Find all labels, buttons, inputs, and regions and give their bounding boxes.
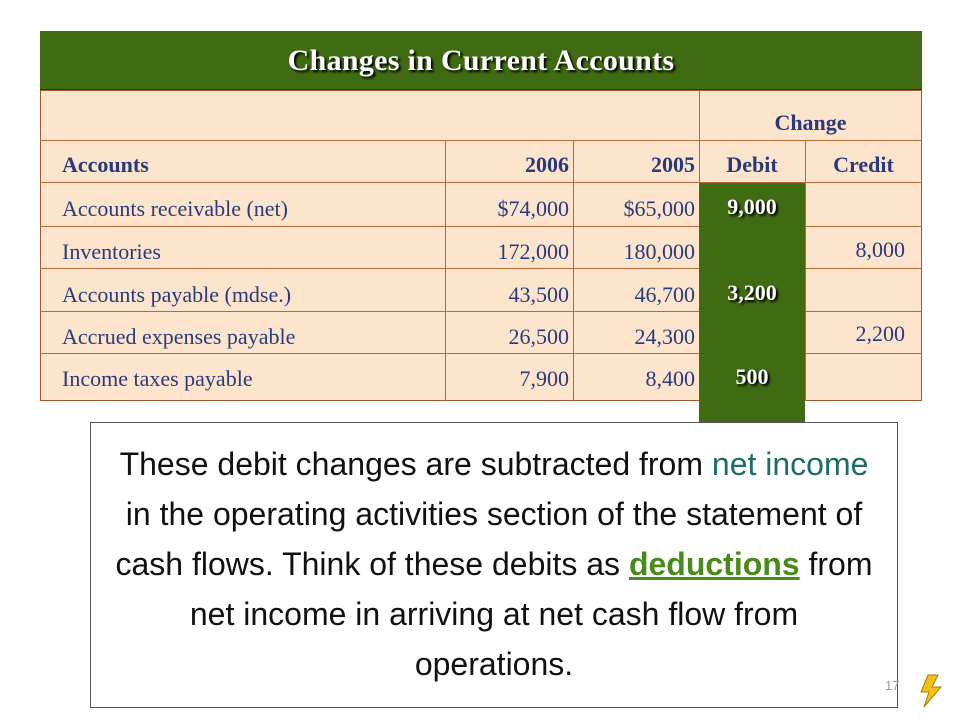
row-2006: $74,000 (497, 196, 569, 221)
page-title: Changes in Current Accounts (287, 44, 675, 77)
row-account: Accounts payable (mdse.) (62, 282, 292, 307)
title-bar (40, 31, 922, 90)
header-2005: 2005 (651, 152, 695, 177)
row-credit: 2,200 (855, 321, 905, 346)
net-income-highlight: net income (711, 446, 869, 482)
row-2005: 180,000 (623, 239, 695, 264)
explanation-part: in the operating activities section of the statement of cash flows. Think of these debits as (115, 496, 863, 582)
row-debit: 9,000 (727, 194, 777, 219)
header-accounts: Accounts (62, 152, 149, 177)
header-2006: 2006 (525, 152, 569, 177)
row-2005: 8,400 (645, 366, 695, 391)
row-debit: 500 (735, 364, 769, 389)
explanation-text (111, 439, 877, 689)
grid-line (573, 140, 574, 401)
row-2006: 7,900 (519, 366, 569, 391)
row-debit: 3,200 (727, 280, 777, 305)
row-2006: 26,500 (508, 324, 569, 349)
grid-line (445, 140, 446, 401)
lightning-bolt-icon[interactable] (917, 674, 945, 708)
row-2005: 46,700 (634, 282, 695, 307)
row-credit: 8,000 (855, 237, 905, 262)
row-2006: 172,000 (497, 239, 569, 264)
deductions-emphasis: deductions (628, 546, 800, 582)
row-2006: 43,500 (508, 282, 569, 307)
row-account: Income taxes payable (62, 366, 253, 391)
grid-line (805, 140, 806, 401)
explanation-part: from net income in arriving at net cash flow from operations. (189, 546, 873, 682)
change-group-header: Change (774, 110, 847, 135)
row-2005: 24,300 (634, 324, 695, 349)
explanation-part: These debit changes are subtracted from (119, 446, 712, 482)
grid-line (40, 140, 922, 141)
header-debit: Debit (726, 152, 778, 177)
header-credit: Credit (833, 152, 894, 177)
page-number: 17 (885, 678, 900, 693)
row-account: Accrued expenses payable (62, 324, 296, 349)
row-account: Accounts receivable (net) (62, 196, 288, 221)
row-2005: $65,000 (623, 196, 695, 221)
explanation-box (90, 422, 898, 708)
row-account: Inventories (62, 239, 161, 264)
